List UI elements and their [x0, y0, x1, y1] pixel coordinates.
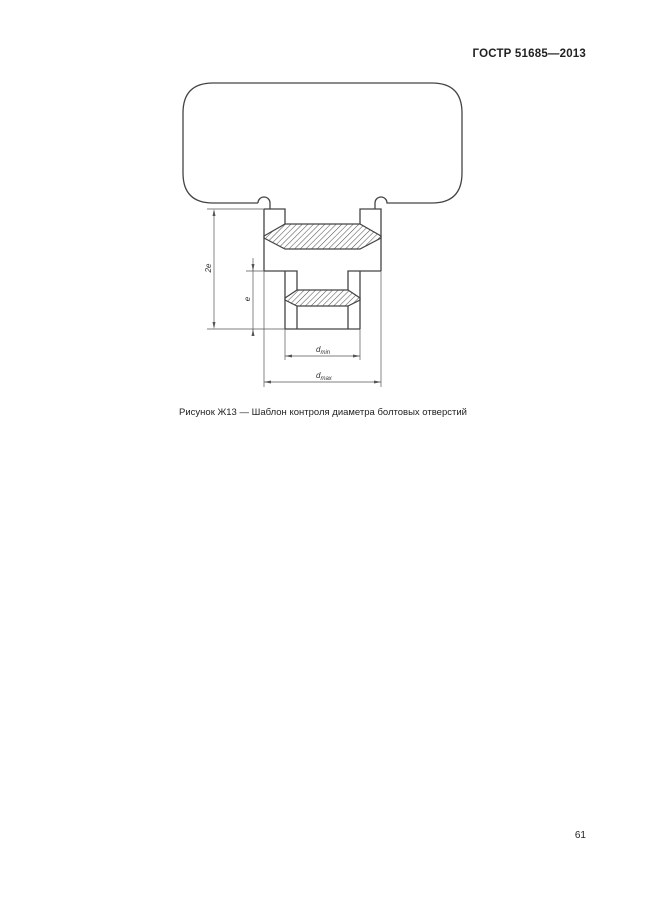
- label-dmax: $d_{max}$: [316, 371, 332, 382]
- label-2e: 2e: [204, 263, 213, 273]
- dim-2e-arrow-bottom: [213, 322, 216, 329]
- template-handle-outline: [183, 83, 462, 203]
- dim-e-arrow-top: [252, 264, 255, 271]
- dim-dmax-arrow-right: [374, 381, 381, 384]
- standard-number: ГОСТР 51685—2013: [472, 48, 586, 60]
- technical-drawing: [0, 0, 646, 400]
- dim-dmin-arrow-left: [285, 355, 292, 358]
- label-e: e: [243, 296, 252, 302]
- dim-e-arrow-bottom: [252, 329, 255, 336]
- lower-hatched-section: [285, 290, 360, 306]
- drawing-canvas: [0, 0, 646, 400]
- dim-dmin-arrow-right: [353, 355, 360, 358]
- upper-hatched-section: [264, 224, 381, 249]
- left-notch: [258, 197, 270, 209]
- dim-2e-arrow-top: [213, 209, 216, 216]
- dim-dmax-arrow-left: [264, 381, 271, 384]
- figure-caption: Рисунок Ж13 — Шаблон контроля диаметра болтовых отверстий: [179, 407, 467, 418]
- page-number: 61: [574, 830, 586, 841]
- label-dmin: $d_{min}$: [316, 345, 331, 356]
